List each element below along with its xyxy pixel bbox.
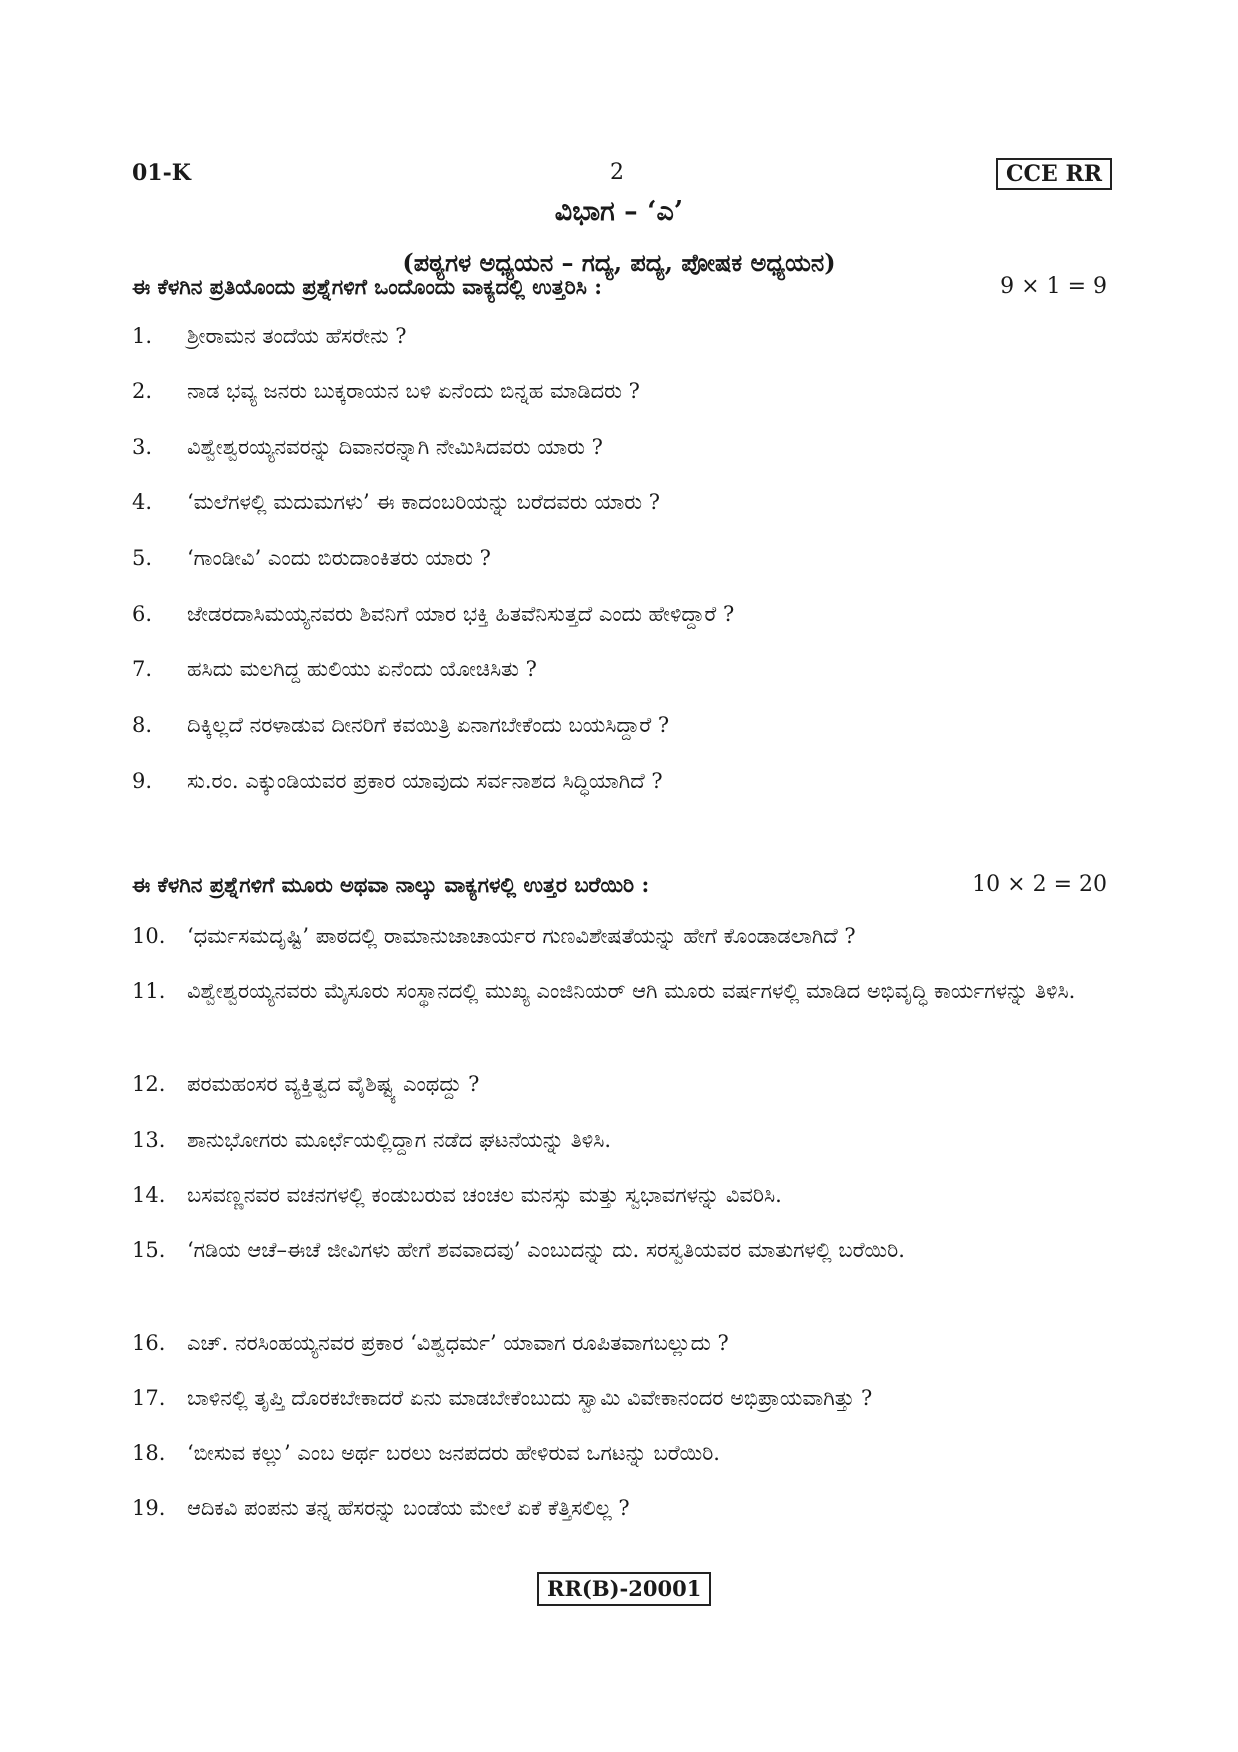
part2-instruction-row xyxy=(132,872,1107,898)
question-number: 15. xyxy=(132,1238,166,1262)
question-item xyxy=(132,1490,1107,1527)
question-item xyxy=(132,1232,1107,1269)
question-item xyxy=(132,973,1107,1010)
question-item xyxy=(132,1066,1107,1103)
question-number: 2. xyxy=(132,379,153,403)
question-text: ವಿಶ್ವೇಶ್ವರಯ್ಯನವರು ಮೈಸೂರು ಸಂಸ್ಥಾನದಲ್ಲಿ ಮುಖ್ಯ ಎಂಜಿನಿಯರ್ ಆಗಿ ಮೂರು ವರ್ಷಗಳಲ್ಲಿ ಮಾಡಿದ ಅಭಿವೃದ್ಧಿ ಕಾರ್ಯಗಳನ್ನು ತಿಳಿಸಿ. xyxy=(187,979,1076,1003)
question-number: 5. xyxy=(132,546,153,570)
question-number: 11. xyxy=(132,979,166,1003)
question-number: 7. xyxy=(132,657,153,681)
question-item xyxy=(132,651,1107,688)
exam-label-box: CCE RR xyxy=(996,158,1112,190)
question-number: 10. xyxy=(132,924,166,948)
section-subtitle: (ಪಠ್ಯಗಳ ಅಧ್ಯಯನ – ಗದ್ಯ, ಪದ್ಯ, ಪೋಷಕ ಅಧ್ಯಯನ) xyxy=(402,248,836,277)
part1-instruction-row xyxy=(132,274,1107,300)
question-text: ಬಸವಣ್ಣನವರ ವಚನಗಳಲ್ಲಿ ಕಂಡುಬರುವ ಚಂಚಲ ಮನಸ್ಸು ಮತ್ತು ಸ್ವಭಾವಗಳನ್ನು ವಿವರಿಸಿ. xyxy=(187,1183,782,1207)
question-text: ವಿಶ್ವೇಶ್ವರಯ್ಯನವರನ್ನು ದಿವಾನರನ್ನಾಗಿ ನೇಮಿಸಿದವರು ಯಾರು ? xyxy=(187,435,603,459)
question-text: ಜೇಡರದಾಸಿಮಯ್ಯನವರು ಶಿವನಿಗೆ ಯಾರ ಭಕ್ತಿ ಹಿತವೆನಿಸುತ್ತದೆ ಎಂದು ಹೇಳಿದ್ದಾರೆ ? xyxy=(187,602,735,626)
question-number: 1. xyxy=(132,324,153,348)
question-number: 12. xyxy=(132,1072,166,1096)
question-item xyxy=(132,763,1107,800)
question-text: ಶ್ರೀರಾಮನ ತಂದೆಯ ಹೆಸರೇನು ? xyxy=(187,324,407,348)
question-number: 9. xyxy=(132,769,153,793)
question-text: ಎಚ್. ನರಸಿಂಹಯ್ಯನವರ ಪ್ರಕಾರ ‘ವಿಶ್ವಧರ್ಮ’ ಯಾವಾಗ ರೂಪಿತವಾಗಬಲ್ಲುದು ? xyxy=(187,1331,729,1355)
question-text: ಪರಮಹಂಸರ ವ್ಯಕ್ತಿತ್ವದ ವೈಶಿಷ್ಟ್ಯ ಎಂಥದ್ದು ? xyxy=(187,1072,480,1096)
footer-code-box: RR(B)-20001 xyxy=(537,1572,711,1606)
question-number: 16. xyxy=(132,1331,166,1355)
question-number: 3. xyxy=(132,435,153,459)
question-number: 19. xyxy=(132,1496,166,1520)
question-item xyxy=(132,540,1107,577)
part2-instruction: ಈ ಕೆಳಗಿನ ಪ್ರಶ್ನೆಗಳಿಗೆ ಮೂರು ಅಥವಾ ನಾಲ್ಕು ವಾಕ್ಯಗಳಲ್ಲಿ ಉತ್ತರ ಬರೆಯಿರಿ : xyxy=(132,872,650,897)
question-item xyxy=(132,707,1107,744)
question-item xyxy=(132,1122,1107,1159)
question-item xyxy=(132,1380,1107,1417)
question-item xyxy=(132,1325,1107,1362)
question-text: ಹಸಿದು ಮಲಗಿದ್ದ ಹುಲಿಯು ಏನೆಂದು ಯೋಚಿಸಿತು ? xyxy=(187,657,537,681)
question-number: 6. xyxy=(132,602,153,626)
part1-marks: 9 × 1 = 9 xyxy=(1000,274,1107,299)
question-text: ದಿಕ್ಕಿಲ್ಲದೆ ನರಳಾಡುವ ದೀನರಿಗೆ ಕವಯಿತ್ರಿ ಏನಾಗಬೇಕೆಂದು ಬಯಸಿದ್ದಾರೆ ? xyxy=(187,713,670,737)
question-text: ನಾಡ ಭವ್ಯ ಜನರು ಬುಕ್ಕರಾಯನ ಬಳಿ ಏನೆಂದು ಬಿನ್ನಹ ಮಾಡಿದರು ? xyxy=(187,379,640,403)
question-text: ಸು.ರಂ. ಎಕ್ಕುಂಡಿಯವರ ಪ್ರಕಾರ ಯಾವುದು ಸರ್ವನಾಶದ ಸಿದ್ಧಿಯಾಗಿದೆ ? xyxy=(187,769,663,793)
question-text: ಶಾನುಭೋಗರು ಮೂರ್ಛೆಯಲ್ಲಿದ್ದಾಗ ನಡೆದ ಘಟನೆಯನ್ನು ತಿಳಿಸಿ. xyxy=(187,1128,612,1152)
question-item xyxy=(132,429,1107,466)
question-item xyxy=(132,918,1107,955)
question-item xyxy=(132,1435,1107,1472)
paper-code: 01-K xyxy=(132,160,191,186)
question-number: 14. xyxy=(132,1183,166,1207)
question-number: 17. xyxy=(132,1386,166,1410)
question-text: ‘ಗಾಂಡೀವಿ’ ಎಂದು ಬಿರುದಾಂಕಿತರು ಯಾರು ? xyxy=(187,546,491,570)
section-title: ವಿಭಾಗ – ‘ಎ’ xyxy=(554,196,684,227)
question-text: ಬಾಳಿನಲ್ಲಿ ತೃಪ್ತಿ ದೊರಕಬೇಕಾದರೆ ಏನು ಮಾಡಬೇಕೆಂಬುದು ಸ್ವಾಮಿ ವಿವೇಕಾನಂದರ ಅಭಿಪ್ರಾಯವಾಗಿತ್ತು ? xyxy=(187,1386,873,1410)
question-text: ‘ಗಡಿಯ ಆಚೆ–ಈಚೆ ಜೀವಿಗಳು ಹೇಗೆ ಶವವಾದವು’ ಎಂಬುದನ್ನು ದು. ಸರಸ್ವತಿಯವರ ಮಾತುಗಳಲ್ಲಿ ಬರೆಯಿರಿ. xyxy=(187,1238,905,1262)
page-number: 2 xyxy=(610,160,624,185)
question-item xyxy=(132,1177,1107,1214)
question-item xyxy=(132,484,1107,521)
question-text: ‘ಮಲೆಗಳಲ್ಲಿ ಮದುಮಗಳು’ ಈ ಕಾದಂಬರಿಯನ್ನು ಬರೆದವರು ಯಾರು ? xyxy=(187,490,660,514)
part2-marks: 10 × 2 = 20 xyxy=(972,872,1107,897)
question-item xyxy=(132,596,1107,633)
question-text: ಆದಿಕವಿ ಪಂಪನು ತನ್ನ ಹೆಸರನ್ನು ಬಂಡೆಯ ಮೇಲೆ ಏಕೆ ಕೆತ್ತಿಸಲಿಲ್ಲ ? xyxy=(187,1496,630,1520)
part1-instruction: ಈ ಕೆಳಗಿನ ಪ್ರತಿಯೊಂದು ಪ್ರಶ್ನೆಗಳಿಗೆ ಒಂದೊಂದು ವಾಕ್ಯದಲ್ಲಿ ಉತ್ತರಿಸಿ : xyxy=(132,274,602,299)
question-item xyxy=(132,373,1107,410)
question-number: 8. xyxy=(132,713,153,737)
question-number: 18. xyxy=(132,1441,166,1465)
question-text: ‘ಧರ್ಮಸಮದೃಷ್ಟಿ’ ಪಾಠದಲ್ಲಿ ರಾಮಾನುಜಾಚಾರ್ಯರ ಗುಣವಿಶೇಷತೆಯನ್ನು ಹೇಗೆ ಕೊಂಡಾಡಲಾಗಿದೆ ? xyxy=(187,924,856,948)
question-number: 4. xyxy=(132,490,153,514)
question-text: ‘ಬೀಸುವ ಕಲ್ಲು’ ಎಂಬ ಅರ್ಥ ಬರಲು ಜನಪದರು ಹೇಳಿರುವ ಒಗಟನ್ನು ಬರೆಯಿರಿ. xyxy=(187,1441,720,1465)
question-number: 13. xyxy=(132,1128,166,1152)
question-item xyxy=(132,318,1107,355)
